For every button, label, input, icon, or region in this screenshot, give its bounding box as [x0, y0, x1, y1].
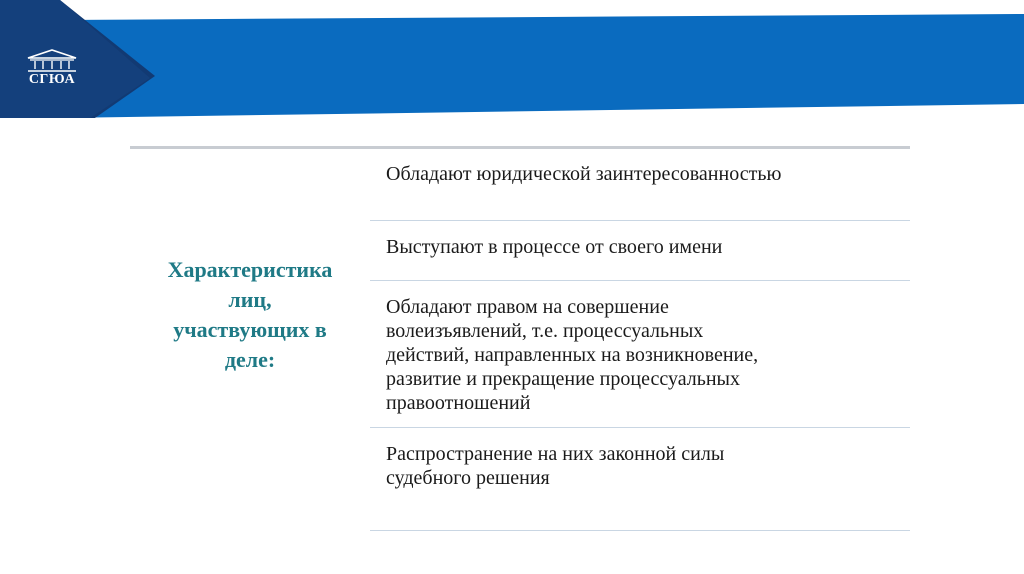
table-heading-line: лиц,	[228, 287, 272, 312]
building-emblem-icon	[18, 48, 86, 74]
table-row	[370, 149, 910, 221]
table-cell-line: действий, направленных на возникновение,	[386, 344, 759, 366]
table-row	[370, 221, 910, 281]
table-cell-line: правоотношений	[386, 392, 531, 414]
table-row	[370, 428, 910, 531]
table-cell-line: волеизъявлений, т.е. процессуальных	[386, 320, 704, 342]
table-cell-text	[386, 162, 896, 186]
table-cell-line: развитие и прекращение процессуальных	[386, 368, 740, 390]
table-cell-text	[386, 235, 896, 259]
table-cell-line: Распространение на них законной силы	[386, 443, 725, 465]
table-cell-text	[386, 295, 896, 415]
table-heading-line: участвующих в	[173, 317, 327, 342]
header-blue-stripe	[60, 14, 1024, 118]
table-heading	[130, 255, 370, 375]
table-cell-line: Обладают правом на совершение	[386, 296, 669, 318]
table-cell-line: судебного решения	[386, 467, 550, 489]
table-row	[370, 281, 910, 428]
university-logo	[18, 48, 86, 94]
table-cell-line: Обладают юридической заинтересованностью	[386, 163, 782, 185]
table-heading-line: Характеристика	[167, 257, 333, 282]
logo-text: СГЮА	[28, 72, 76, 87]
table-cell-line: Выступают в процессе от своего имени	[386, 236, 723, 258]
table-cell-text	[386, 442, 896, 490]
header-band	[0, 0, 1024, 130]
table-heading-line: деле:	[224, 347, 276, 372]
